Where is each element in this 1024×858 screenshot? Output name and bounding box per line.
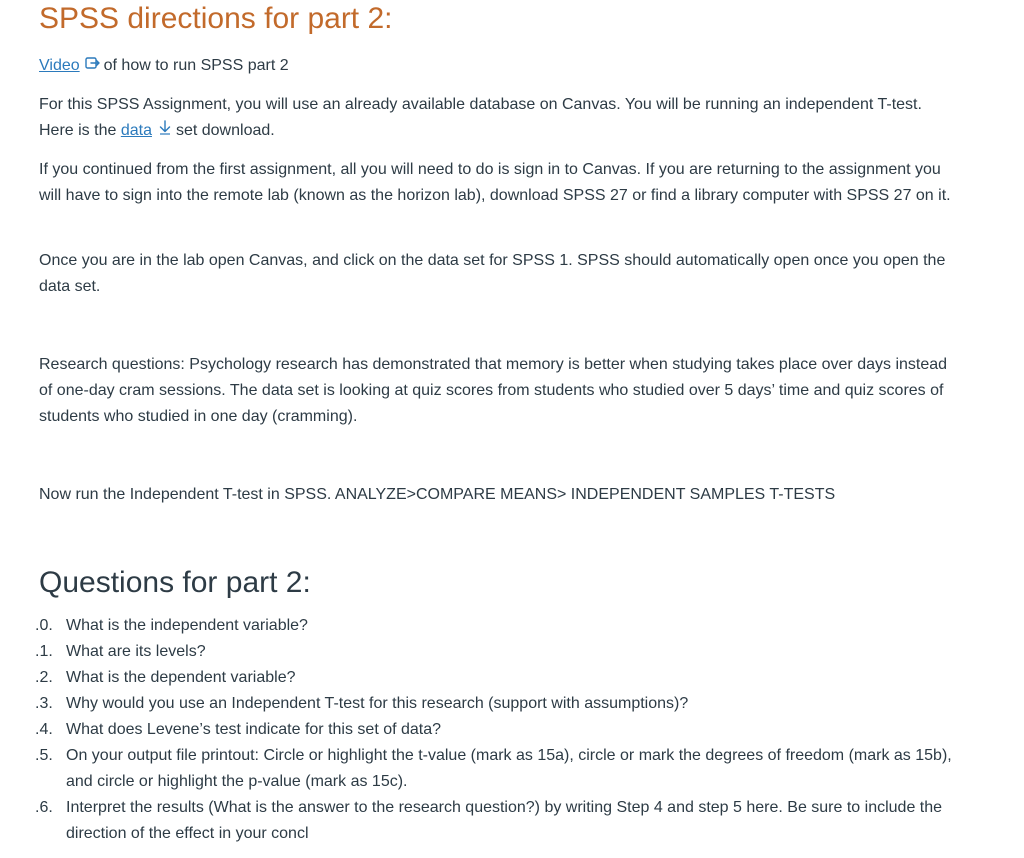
- question-text: Why would you use an Independent T-test for this research (support with assumptions)?: [66, 695, 689, 712]
- question-number: .1.: [35, 643, 53, 660]
- research-paragraph: Research questions: Psychology research has demonstrated that memory is better when studying takes place over days instead of one-day cram sessions. The data set is looking at quiz scores from students who studied over 5 days’ time and quiz scores of students who studied in one day (cramming).: [39, 356, 948, 425]
- assignment-text-after: set download.: [175, 122, 275, 140]
- video-paragraph: [39, 53, 954, 79]
- assignment-text-before: For this SPSS Assignment, you will use an already available database on Canvas. You will be running an independent T-test. Here is the: [39, 96, 922, 140]
- video-paragraph-text: of how to run SPSS part 2: [103, 57, 289, 75]
- questions-heading: Questions for part 2:: [39, 566, 311, 599]
- question-number: .4.: [35, 721, 53, 738]
- questions-list: [0, 613, 1024, 847]
- once-paragraph: Once you are in the lab open Canvas, and click on the data set for SPSS 1. SPSS should automatically open once you open the data set.: [39, 252, 946, 295]
- question-text: What is the dependent variable?: [66, 669, 296, 686]
- continued-paragraph: If you continued from the first assignment, all you will need to do is sign in to Canvas. If you are returning to the assignment you will have to sign into the remote lab (known as the horizon lab), download SPSS 27 or find a library computer with SPSS 27 on it.: [39, 161, 951, 204]
- question-number: .6.: [35, 799, 53, 816]
- question-text: What does Levene’s test indicate for this set of data?: [66, 721, 442, 738]
- data-set-download-link[interactable]: data: [120, 122, 152, 140]
- question-text: Interpret the results (What is the answer to the research question?) by writing Step 4 and step 5 here. Be sure to include the direction of the effect in your concl: [66, 799, 943, 842]
- video-link[interactable]: Video: [39, 57, 80, 75]
- question-text: What are its levels?: [66, 643, 206, 660]
- download-icon[interactable]: [157, 118, 173, 144]
- question-number: .2.: [35, 669, 53, 686]
- question-number: .5.: [35, 747, 53, 764]
- assignment-paragraph: [39, 92, 954, 144]
- external-link-icon[interactable]: [85, 53, 101, 79]
- list-item: [0, 665, 1024, 691]
- question-number: .3.: [35, 695, 53, 712]
- question-text: On your output file printout: Circle or highlight the t-value (mark as 15a), circle or mark the degrees of freedom (mark as 15b), and circle or highlight the p-value (mark as 15c).: [66, 747, 952, 790]
- list-item: [0, 795, 1024, 847]
- list-item: [0, 717, 1024, 743]
- page-title: SPSS directions for part 2:: [39, 2, 393, 35]
- list-item: [0, 639, 1024, 665]
- question-text: What is the independent variable?: [66, 617, 308, 634]
- list-item: [0, 613, 1024, 639]
- list-item: [0, 691, 1024, 717]
- question-number: .0.: [35, 617, 53, 634]
- run-paragraph: Now run the Independent T-test in SPSS. ANALYZE>COMPARE MEANS> INDEPENDENT SAMPLES T-TESTS: [39, 486, 836, 503]
- list-item: [0, 743, 1024, 795]
